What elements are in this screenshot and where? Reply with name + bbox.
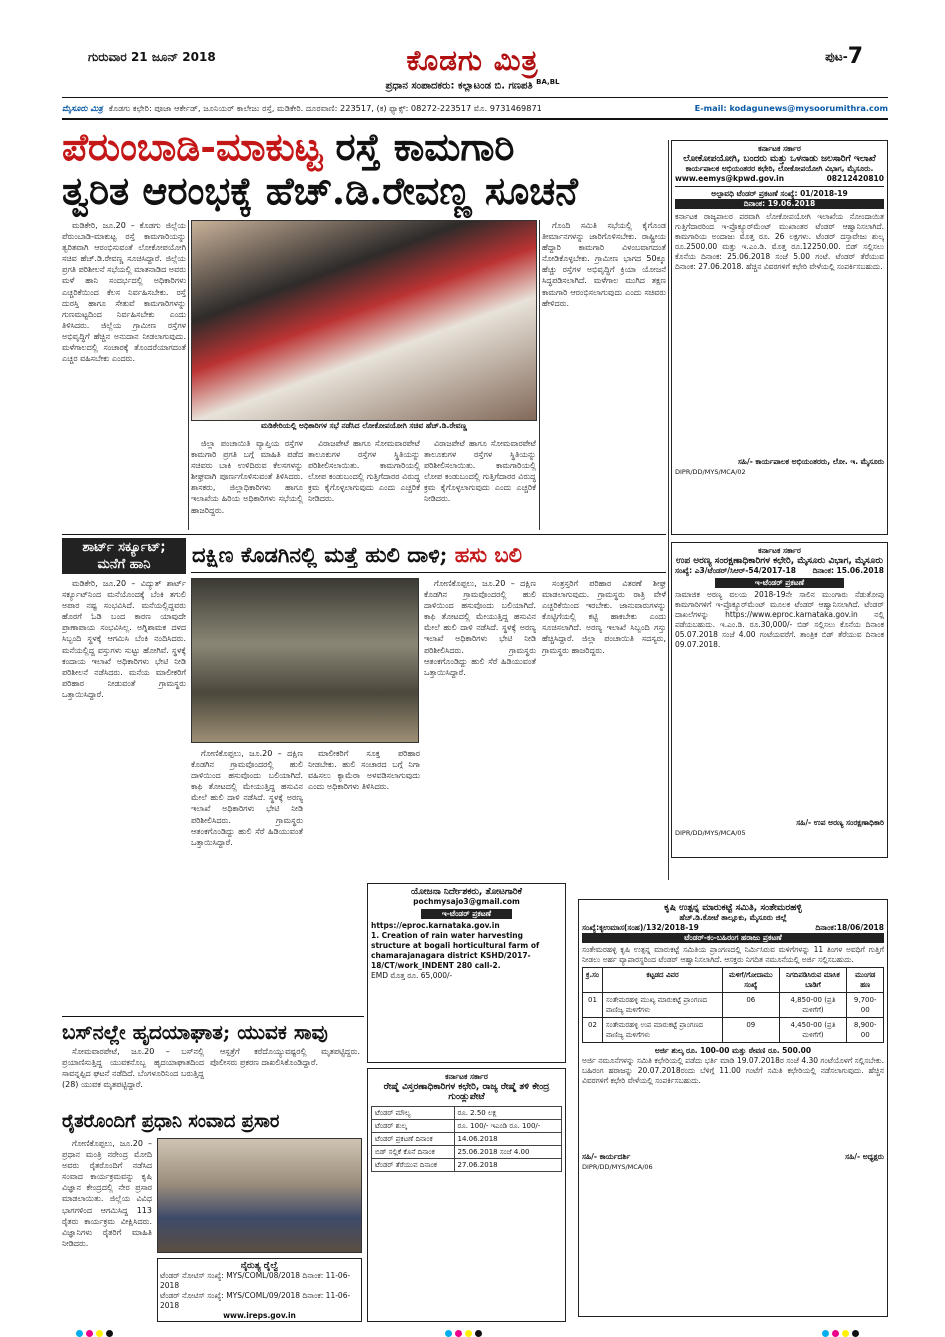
tiger-col3-text: ಸಂತ್ರಸ್ತರಿಗೆ ಪರಿಹಾರ ವಿತರಣೆ ಶೀಘ್ರ ಮಾಡಲಾಗುವುದು. ಗ್ರಾಮಸ್ಥರು ರಾತ್ರಿ ವೇಳೆ ಎಚ್ಚರಿಕೆಯಿಂದ ಇರಬೇಕು. ಜಾನುವಾರುಗಳನ್ನು ಕೊಟ್ಟಿಗೆಯಲ್ಲಿ ಕಟ್ಟಿ ಹಾಕಬೇಕು ಎಂದು ಸೂಚಿಸಲಾಗಿದೆ. ಅರಣ್ಯ ಇಲಾಖೆ ಸಿಬ್ಬಂದಿ ಗಸ್ತು ಹೆಚ್ಚಿಸಿದ್ದಾರೆ. ಜಿಲ್ಲಾ ಪಂಚಾಯಿತಿ ಸದಸ್ಯರು, ಗ್ರಾಮಸ್ಥರು ಹಾಜರಿದ್ದರು.: [542, 579, 666, 655]
meeting-photo-caption: ಮಡಿಕೇರಿಯಲ್ಲಿ ಅಧಿಕಾರಿಗಳ ಸಭೆ ನಡೆಸಿದ ಲೋಕೋಪಯೋಗಿ ಸಚಿವ ಹೆಚ್.ಡಿ.ರೇವಣ್ಣ: [191, 420, 537, 434]
ad4-cell: ಟೆಂಡರ್ ಮೌಲ್ಯ: [372, 1107, 455, 1120]
ad6-subtitle: ಹೆಚ್.ಡಿ.ಕೋಟೆ ತಾಲ್ಲೂಕು, ಮೈಸೂರು ಜಿಲ್ಲೆ: [679, 913, 787, 922]
railway-tender-ad: [157, 1258, 362, 1322]
ad6-date: ದಿನಾಂಕ:18/06/2018: [815, 923, 884, 932]
tiger-col1-text: ಗೋಣಿಕೊಪ್ಪಲು, ಜೂ.20 – ದಕ್ಷಿಣ ಕೊಡಗಿನ ಗ್ರಾಮವೊಂದರಲ್ಲಿ ಹುಲಿ ದಾಳಿಯಿಂದ ಹಸುವೊಂದು ಬಲಿಯಾಗಿದೆ. ಕಾಫಿ ತೋಟದಲ್ಲಿ ಮೇಯುತ್ತಿದ್ದ ಹಸುವಿನ ಮೇಲೆ ಹುಲಿ ದಾಳಿ ನಡೆಸಿದೆ. ಸ್ಥಳಕ್ಕೆ ಅರಣ್ಯ ಇಲಾಖೆ ಅಧಿಕಾರಿಗಳು ಭೇಟಿ ನೀಡಿ ಪರಿಶೀಲಿಸಿದರು. ಗ್ರಾಮಸ್ಥರು ಆತಂಕಗೊಂಡಿದ್ದು ಹುಲಿ ಸೆರೆ ಹಿಡಿಯುವಂತೆ ಒತ್ತಾಯಿಸಿದ್ದಾರೆ.: [424, 579, 536, 677]
ad1-phone: 08212420810: [826, 174, 884, 183]
short-circuit-story: [62, 578, 186, 1018]
ad2-subtitle: ಇ-ಟೆಂಡರ್ ಪ್ರಕಟಣೆ: [715, 578, 844, 588]
tiger-col3: [542, 578, 666, 878]
section-rule: [62, 1016, 364, 1017]
meeting-photo: [191, 220, 537, 432]
ad6-cell: ಸಂತೇಮರಹಳ್ಳಿ ಉಪ ಮಾರುಕಟ್ಟೆ ಪ್ರಾಂಗಣದ ವಾಣಿಜ್ಯ ಮಳಿಗೆಗಳು: [602, 1018, 722, 1043]
ad4-table: [371, 1106, 562, 1172]
pm-story: [62, 1138, 152, 1316]
pm-text: ಗೋಣಿಕೊಪ್ಪಲು, ಜೂ.20 – ಪ್ರಧಾನ ಮಂತ್ರಿ ನರೇಂದ್ರ ಮೋದಿ ಅವರು ರೈತರೊಂದಿಗೆ ನಡೆಸಿದ ಸಂವಾದ ಕಾರ್ಯಕ್ರಮವನ್ನು ಕೃಷಿ ವಿಜ್ಞಾನ ಕೇಂದ್ರದಲ್ಲಿ ನೇರ ಪ್ರಸಾರ ಮಾಡಲಾಯಿತು. ಜಿಲ್ಲೆಯ ವಿವಿಧ ಭಾಗಗಳಿಂದ ಆಗಮಿಸಿದ್ದ 113 ರೈತರು ಕಾರ್ಯಕ್ರಮ ವೀಕ್ಷಿಸಿದರು. ವಿಜ್ಞಾನಿಗಳು ರೈತರಿಗೆ ಮಾಹಿತಿ ನೀಡಿದರು.: [62, 1139, 152, 1248]
column-rule: [539, 220, 540, 530]
ad1-stub: DIPR/DD/MYS/MCA/02: [675, 468, 746, 476]
ad5-line1: ಟೆಂಡರ್ ನೋಟಿಸ್ ಸಂಖ್ಯೆ: MYS/COML/08/2018 ದಿನಾಂಕ: 11-06-2018: [160, 1271, 351, 1290]
ad6-cell: 4,450-00 (ಪ್ರತಿ ಮಳಿಗೆಗೆ): [779, 1018, 847, 1043]
ad2-ref-row: [675, 566, 884, 576]
ad6-row: [583, 1018, 884, 1043]
ad6-signs: [582, 1152, 884, 1162]
ad6-ref: ಸಂಖ್ಯೆ:ಕೃಉಮಾಸ(ಸಂಹ)/132/2018-19: [582, 923, 699, 932]
ad2-date: ದಿನಾಂಕ: 15.06.2018: [812, 566, 884, 575]
tiger-col2: [308, 748, 420, 878]
ad1-office: ಕಾರ್ಯಪಾಲಕ ಅಭಿಯಂತರರ ಕಛೇರಿ, ಲೋಕೋಪಯೋಗಿ ವಿಭಾಗ, ಮೈಸೂರು.: [685, 164, 874, 173]
ad6-cell: 02: [583, 1018, 603, 1043]
infobar-email: E-mail: kodagunews@mysoorumithra.com: [694, 103, 888, 113]
ad4-cell: ಬಿಡ್ ಸಲ್ಲಿಕೆ ಕೊನೆ ದಿನಾಂಕ: [372, 1146, 455, 1159]
section-rule: [62, 534, 666, 535]
short-circuit-title-2: ಮನೆಗೆ ಹಾನಿ: [97, 557, 151, 572]
ad6-header-cell: ಕಟ್ಟಡದ ವಿವರ: [602, 968, 722, 993]
ad4-cell: 14.06.2018: [454, 1133, 561, 1146]
tiger-col2-text: ಮಾಲೀಕರಿಗೆ ಸೂಕ್ತ ಪರಿಹಾರ ನೀಡಬೇಕು. ಹುಲಿ ಸಂಚಾರದ ಬಗ್ಗೆ ನಿಗಾ ವಹಿಸಲು ಕ್ಯಾಮೆರಾ ಅಳವಡಿಸಲಾಗುವುದು ಎಂದು ಅಧಿಕಾರಿಗಳು ತಿಳಿಸಿದರು.: [308, 749, 420, 792]
editor-line: [0, 78, 945, 91]
ad4-row: [372, 1133, 562, 1146]
ad3-emd: EMD ಮೊತ್ತ ರೂ. 65,000/-: [371, 971, 453, 980]
ad6-cell: 8,900-00: [847, 1018, 884, 1043]
ad5-line2: ಟೆಂಡರ್ ನೋಟಿಸ್ ಸಂಖ್ಯೆ: MYS/COML/09/2018 ದಿನಾಂಕ: 11-06-2018: [160, 1291, 351, 1310]
main-col1-text: ಮಡಿಕೇರಿ, ಜೂ.20 – ಕೊಡಗು ಜಿಲ್ಲೆಯ ಪೆರುಂಬಾಡಿ-ಮಾಕುಟ್ಟ ರಸ್ತೆ ಕಾಮಗಾರಿಯನ್ನು ತ್ವರಿತವಾಗಿ ಆರಂಭಿಸುವಂತೆ ಲೋಕೋಪಯೋಗಿ ಸಚಿವ ಹೆಚ್.ಡಿ.ರೇವಣ್ಣ ಸೂಚಿಸಿದ್ದಾರೆ. ಜಿಲ್ಲೆಯ ಪ್ರಗತಿ ಪರಿಶೀಲನೆ ಸಭೆಯಲ್ಲಿ ಮಾತನಾಡಿದ ಅವರು ಮಳೆ ಹಾನಿ ಸಂದರ್ಭದಲ್ಲಿ ಅಧಿಕಾರಿಗಳು ಎಚ್ಚರಿಕೆಯಿಂದ ಕೆಲಸ ನಿರ್ವಹಿಸಬೇಕು. ರಸ್ತೆ ದುರಸ್ತಿ ಹಾಗೂ ಸೇತುವೆ ಕಾಮಗಾರಿಗಳನ್ನು ಗುಣಮಟ್ಟದಿಂದ ನಿರ್ವಹಿಸಬೇಕು ಎಂದು ತಿಳಿಸಿದರು. ಜಿಲ್ಲೆಯ ಗ್ರಾಮೀಣ ರಸ್ತೆಗಳ ಅಭಿವೃದ್ಧಿಗೆ ಹೆಚ್ಚಿನ ಅನುದಾನ ನೀಡಲಾಗುವುದು. ಮಳೆಗಾಲದಲ್ಲಿ ಸಂಚಾರಕ್ಕೆ ತೊಂದರೆಯಾಗದಂತೆ ಎಚ್ಚರ ವಹಿಸಬೇಕು ಎಂದರು.: [62, 221, 186, 364]
main-headline-rest: ರಸ್ತೆ ಕಾಮಗಾರಿ: [335, 124, 515, 169]
main-headline-red: ಪೆರುಂಬಾಡಿ-ಮಾಕುಟ್ಟ: [62, 124, 323, 169]
ad6-intro: ಸಂತೇಮರಹಳ್ಳಿ ಕೃಷಿ ಉತ್ಪನ್ನ ಮಾರುಕಟ್ಟೆ ಸಮಿತಿಯ ಪ್ರಾಂಗಣದಲ್ಲಿ ನಿರ್ಮಿಸಿರುವ ಮಳಿಗೆಗಳನ್ನು 11 ತಿಂಗಳ ಅವಧಿಗೆ ಗುತ್ತಿಗೆ ನೀಡಲು ಅರ್ಹ ವ್ಯಾಪಾರಸ್ಥರಿಂದ ಟೆಂಡರ್ ಆಹ್ವಾನಿಸಲಾಗಿದೆ. ಆಸಕ್ತರು ನಿಗದಿತ ನಮೂನೆಯಲ್ಲಿ ಅರ್ಜಿ ಸಲ್ಲಿಸಬಹುದು.: [582, 945, 884, 964]
ad6-title: ಕೃಷಿ ಉತ್ಪನ್ನ ಮಾರುಕಟ್ಟೆ ಸಮಿತಿ, ಸಂತೇಮರಹಳ್ಳಿ: [664, 903, 802, 913]
page-prefix: ಪುಟ-: [825, 49, 848, 64]
ad4-cell: ರೂ. 2.50 ಲಕ್ಷ: [454, 1107, 561, 1120]
ad4-cell: 27.06.2018: [454, 1159, 561, 1172]
ad2-title: ಕರ್ನಾಟಕ ಸರ್ಕಾರ: [758, 546, 801, 555]
editor-name: ಪ್ರಧಾನ ಸಂಪಾದಕರು: ಕಲ್ಲಾಟಂಡ ಬಿ. ಗಣಪತಿ: [385, 80, 533, 92]
registration-dots-center: [445, 1322, 485, 1337]
main-headline-line2: ತ್ವರಿತ ಆರಂಭಕ್ಕೆ ಹೆಚ್.ಡಿ.ರೇವಣ್ಣ ಸೂಚನೆ: [62, 168, 578, 213]
ad3-website: https://eproc.karnataka.gov.in: [371, 921, 500, 930]
masthead: ಕೊಡಗು ಮಿತ್ರ: [406, 44, 539, 77]
ad2-ref: ಸಂಖ್ಯೆ: ಎ3/ಟೆಂಡರ್/ಸಿಆರ್-54/2017-18: [675, 566, 796, 575]
forest-tender-ad: [671, 542, 888, 858]
ad4-row: [372, 1159, 562, 1172]
ad4-cell: ರೂ. 100/- ಇಎಂಡಿ ರೂ. 100/-: [454, 1120, 561, 1133]
ad1-website: www.eemys@kpwd.gov.in: [675, 174, 785, 183]
ad4-cell: ಟೆಂಡರ್ ತೆರೆಯುವ ದಿನಾಂಕ: [372, 1159, 455, 1172]
main-story-col4: [542, 220, 666, 530]
ad6-notice: ಟೆಂಡರ್-ಕಂ-ಬಹಿರಂಗ ಹರಾಜು ಪ್ರಕಟಣೆ: [582, 933, 884, 943]
registration-dots-left: [76, 1322, 116, 1337]
ad6-header-cell: ಮಳಿಗೆ/ಗೋದಾಮು ಸಂಖ್ಯೆ: [723, 968, 779, 993]
tiger-col1b: [191, 748, 303, 878]
ad4-title: ಕರ್ನಾಟಕ ಸರ್ಕಾರ: [445, 1072, 488, 1081]
main-col2-text: ಜಿಲ್ಲಾ ಪಂಚಾಯಿತಿ ವ್ಯಾಪ್ತಿಯ ರಸ್ತೆಗಳ ಕಾಮಗಾರಿ ಪ್ರಗತಿ ಬಗ್ಗೆ ಮಾಹಿತಿ ಪಡೆದ ಸಚಿವರು ಬಾಕಿ ಉಳಿದಿರುವ ಕೆಲಸಗಳನ್ನು ಶೀಘ್ರವಾಗಿ ಪೂರ್ಣಗೊಳಿಸುವಂತೆ ತಿಳಿಸಿದರು. ಶಾಸಕರು, ಜಿಲ್ಲಾಧಿಕಾರಿಗಳು ಹಾಗೂ ಇಲಾಖೆಯ ಹಿರಿಯ ಅಧಿಕಾರಿಗಳು ಸಭೆಯಲ್ಲಿ ಹಾಜರಿದ್ದರು.: [191, 439, 303, 515]
tiger-headline-red: ಹಸು ಬಲಿ: [454, 542, 523, 567]
ad3-body: 1. Creation of rain water harvesting structure at bogali horticultural farm of chamarajanagara district KSHD/2017-18/CT/work_INDENT 280 call-2.: [371, 931, 540, 970]
page-number-value: 7: [847, 44, 863, 69]
main-col4-text: ಗೊಂದಿ ಸಮಿತಿ ಸಭೆಯಲ್ಲಿ ಕೈಗೊಂಡ ತೀರ್ಮಾನಗಳನ್ನು ಜಾರಿಗೊಳಿಸಬೇಕು. ರಾಷ್ಟ್ರೀಯ ಹೆದ್ದಾರಿ ಕಾಮಗಾರಿ ವಿಳಂಬವಾಗದಂತೆ ನೋಡಿಕೊಳ್ಳಬೇಕು. ಗ್ರಾಮೀಣ ಭಾಗದ 50ಕ್ಕೂ ಹೆಚ್ಚು ರಸ್ತೆಗಳ ಅಭಿವೃದ್ಧಿಗೆ ಕ್ರಿಯಾ ಯೋಜನೆ ಸಿದ್ಧಪಡಿಸಲಾಗಿದೆ. ಮಳೆಗಾಲ ಮುಗಿದ ತಕ್ಷಣ ಕಾಮಗಾರಿ ಆರಂಭಿಸಲಾಗುವುದು ಎಂದು ಸಚಿವರು ಹೇಳಿದರು.: [542, 221, 666, 308]
tiger-headline: [192, 542, 522, 568]
ad2-body: ಸಾಮಾಜಿಕ ಅರಣ್ಯ ವಲಯ 2018-19ನೇ ಸಾಲಿನ ಮುಂಗಾರು ನೆಡುತೋಪು ಕಾಮಗಾರಿಗಳಿಗೆ ಇ-ಪ್ರೊಕ್ಯೂರ್‌ಮೆಂಟ್ ಮೂಲಕ ಟೆಂಡರ್ ಆಹ್ವಾನಿಸಲಾಗಿದೆ. ಟೆಂಡರ್ ದಾಖಲೆಗಳನ್ನು https://www.eproc.karnataka.gov.in ನಲ್ಲಿ ಪಡೆಯಬಹುದು. ಇ.ಎಂ.ಡಿ. ರೂ.30,000/- ಬಿಡ್ ಸಲ್ಲಿಸಲು ಕೊನೆಯ ದಿನಾಂಕ 05.07.2018 ಸಂಜೆ 4.00 ಗಂಟೆಯವರೆಗೆ. ತಾಂತ್ರಿಕ ಬಿಡ್ ತೆರೆಯುವ ದಿನಾಂಕ 09.07.2018.: [675, 590, 884, 649]
ad6-table: [582, 967, 884, 1043]
header-rule-2: [62, 118, 888, 120]
ad6-sign-left: ಸಹಿ/- ಕಾರ್ಯದರ್ಶಿ: [582, 1152, 631, 1161]
ad6-header-cell: ಕ್ರ.ಸಂ: [583, 968, 603, 993]
ad6-row: [583, 993, 884, 1018]
registration-dots-right: [822, 1322, 862, 1337]
ad4-row: [372, 1107, 562, 1120]
ad5-title: ನೈರುತ್ಯ ರೈಲ್ವೆ: [240, 1261, 279, 1271]
ad6-cell: ಸಂತೇಮರಹಳ್ಳಿ ಮುಖ್ಯ ಮಾರುಕಟ್ಟೆ ಪ್ರಾಂಗಣದ ವಾಣಿಜ್ಯ ಮಳಿಗೆಗಳು: [602, 993, 722, 1018]
main-col3b-text: ವಿರಾಜಪೇಟೆ ಹಾಗೂ ಸೋಮವಾರಪೇಟೆ ತಾಲೂಕುಗಳ ರಸ್ತೆಗಳ ಸ್ಥಿತಿಯನ್ನು ಪರಿಶೀಲಿಸಲಾಯಿತು. ಕಾಮಗಾರಿಯಲ್ಲಿ ಲೋಪ ಕಂಡುಬಂದಲ್ಲಿ ಗುತ್ತಿಗೆದಾರರ ವಿರುದ್ಧ ಕ್ರಮ ಕೈಗೊಳ್ಳಲಾಗುವುದು ಎಂದು ಎಚ್ಚರಿಕೆ ನೀಡಿದರು.: [424, 439, 536, 504]
tiger-col1: [424, 578, 536, 878]
apmc-tender-ad: [578, 899, 888, 1317]
ad1-sign: ಸಹಿ/- ಕಾರ್ಯಪಾಲಕ ಅಭಿಯಂತರರು, ಲೋ. ಇ. ಮೈಸೂರು: [737, 457, 884, 466]
ad4-cell: ಟೆಂಡರ್ ಪ್ರಕಟಣೆ ದಿನಾಂಕ: [372, 1133, 455, 1146]
pwd-tender-ad: [671, 140, 888, 535]
ad6-header-cell: ಮುಂಗಡ ಹಣ: [847, 968, 884, 993]
ad1-dept: ಲೋಕೋಪಯೋಗಿ, ಬಂದರು ಮತ್ತು ಒಳನಾಡು ಜಲಸಾರಿಗೆ ಇಲಾಖೆ: [683, 154, 876, 164]
main-story-col3b: [424, 438, 536, 530]
ad5-website: www.ireps.gov.in: [223, 1311, 296, 1320]
header-rule: [62, 97, 888, 98]
short-circuit-text: ಮಡಿಕೇರಿ, ಜೂ.20 – ವಿದ್ಯುತ್ ಶಾರ್ಟ್ ಸರ್ಕ್ಯೂಟ್‌ನಿಂದ ಮನೆಯೊಂದಕ್ಕೆ ಬೆಂಕಿ ತಗುಲಿ ಅಪಾರ ನಷ್ಟ ಸಂಭವಿಸಿದೆ. ಮನೆಯಲ್ಲಿದ್ದವರು ಹೊರಗೆ ಓಡಿ ಬಂದ ಕಾರಣ ಯಾವುದೇ ಪ್ರಾಣಾಪಾಯ ಸಂಭವಿಸಿಲ್ಲ. ಅಗ್ನಿಶಾಮಕ ದಳದ ಸಿಬ್ಬಂದಿ ಸ್ಥಳಕ್ಕೆ ಆಗಮಿಸಿ ಬೆಂಕಿ ನಂದಿಸಿದರು. ಮನೆಯಲ್ಲಿದ್ದ ವಸ್ತುಗಳು ಸುಟ್ಟು ಹೋಗಿವೆ. ಸ್ಥಳಕ್ಕೆ ಕಂದಾಯ ಇಲಾಖೆ ಅಧಿಕಾರಿಗಳು ಭೇಟಿ ನೀಡಿ ಪರಿಶೀಲನೆ ನಡೆಸಿದರು. ಮನೆಯ ಮಾಲೀಕರಿಗೆ ಪರಿಹಾರ ನೀಡುವಂತೆ ಗ್ರಾಮಸ್ಥರು ಒತ್ತಾಯಿಸಿದ್ದಾರೆ.: [62, 579, 186, 699]
ad4-row: [372, 1120, 562, 1133]
column-rule: [188, 220, 189, 530]
main-col3-text: ವಿರಾಜಪೇಟೆ ಹಾಗೂ ಸೋಮವಾರಪೇಟೆ ತಾಲೂಕುಗಳ ರಸ್ತೆಗಳ ಸ್ಥಿತಿಯನ್ನು ಪರಿಶೀಲಿಸಲಾಯಿತು. ಕಾಮಗಾರಿಯಲ್ಲಿ ಲೋಪ ಕಂಡುಬಂದಲ್ಲಿ ಗುತ್ತಿಗೆದಾರರ ವಿರುದ್ಧ ಕ್ರಮ ಕೈಗೊಳ್ಳಲಾಗುವುದು ಎಂದು ಎಚ್ಚರಿಕೆ ನೀಡಿದರು.: [308, 439, 420, 504]
bus-col1: [62, 1046, 204, 1108]
ad6-cell: 9,700-00: [847, 993, 884, 1018]
tiger-col1b-text: ಗೋಣಿಕೊಪ್ಪಲು, ಜೂ.20 – ದಕ್ಷಿಣ ಕೊಡಗಿನ ಗ್ರಾಮವೊಂದರಲ್ಲಿ ಹುಲಿ ದಾಳಿಯಿಂದ ಹಸುವೊಂದು ಬಲಿಯಾಗಿದೆ. ಕಾಫಿ ತೋಟದಲ್ಲಿ ಮೇಯುತ್ತಿದ್ದ ಹಸುವಿನ ಮೇಲೆ ಹುಲಿ ದಾಳಿ ನಡೆಸಿದೆ. ಸ್ಥಳಕ್ಕೆ ಅರಣ್ಯ ಇಲಾಖೆ ಅಧಿಕಾರಿಗಳು ಭೇಟಿ ನೀಡಿ ಪರಿಶೀಲಿಸಿದರು. ಗ್ರಾಮಸ್ಥರು ಆತಂಕಗೊಂಡಿದ್ದು ಹುಲಿ ಸೆರೆ ಹಿಡಿಯುವಂತೆ ಒತ್ತಾಯಿಸಿದ್ದಾರೆ.: [191, 749, 303, 847]
sericulture-tender-ad: [367, 1068, 566, 1322]
ad3-subtitle: ಇ-ಟೆಂಡರ್ ಪ್ರಕಟಣೆ: [421, 909, 512, 919]
info-bar: [62, 99, 888, 117]
ad6-cell: 4,850-00 (ಪ್ರತಿ ಮಳಿಗೆಗೆ): [779, 993, 847, 1018]
ad4-cell: 25.06.2018 ಸಂಜೆ 4.00: [454, 1146, 561, 1159]
ad1-date: ದಿನಾಂಕ: 19.06.2018: [675, 199, 884, 209]
ad2-dept: ಉಪ ಅರಣ್ಯ ಸಂರಕ್ಷಣಾಧಿಕಾರಿಗಳ ಕಛೇರಿ, ಮೈಸೂರು ವಿಭಾಗ, ಮೈಸೂರು: [675, 556, 883, 566]
bus-headline: ಬಸ್‌ನಲ್ಲೇ ಹೃದಯಾಘಾತ; ಯುವಕ ಸಾವು: [62, 1020, 328, 1044]
ad1-title: ಕರ್ನಾಟಕ ಸರ್ಕಾರ: [758, 144, 801, 153]
ad1-contact: [675, 174, 884, 184]
tiger-rule: [191, 572, 666, 573]
ad4-dept: ರೇಷ್ಮೆ ವಿಸ್ತರಣಾಧಿಕಾರಿಗಳ ಕಛೇರಿ, ರಾಜ್ಯ ರೇಷ್ಮೆ ತಳಿ ಕೇಂದ್ರ ಗುಂಡ್ಲುಪೇಟೆ: [383, 1082, 550, 1102]
ad6-ref-row: [582, 923, 884, 933]
ad6-fee: ಅರ್ಜಿ ಶುಲ್ಕ ರೂ. 100-00 ಮತ್ತು ಠೇವಣಿ ರೂ. 500.00: [654, 1046, 812, 1055]
main-story-col1: [62, 220, 186, 530]
ad6-stub: DIPR/DD/MYS/MCA/06: [582, 1163, 653, 1171]
main-story-col2: [191, 438, 303, 530]
ad3-email: pochmysajo3@gmail.com: [413, 897, 520, 906]
ad1-body: ಕರ್ನಾಟಕ ರಾಜ್ಯಪಾಲರ ಪರವಾಗಿ ಲೋಕೋಪಯೋಗಿ ಇಲಾಖೆಯ ನೋಂದಾಯಿತ ಗುತ್ತಿಗೆದಾರರಿಂದ ಇ-ಪ್ರೊಕ್ಯೂರ್‌ಮೆಂಟ್ ಮುಖಾಂತರ ಟೆಂಡರ್ ಆಹ್ವಾನಿಸಲಾಗಿದೆ. ಕಾಮಗಾರಿಯ ಅಂದಾಜು ಮೊತ್ತ ರೂ. 26 ಲಕ್ಷಗಳು. ಟೆಂಡರ್ ದಸ್ತಾವೇಜು ಶುಲ್ಕ ರೂ.2500.00 ಮತ್ತು ಇ.ಎಂ.ಡಿ. ಮೊತ್ತ ರೂ.12250.00. ಬಿಡ್ ಸಲ್ಲಿಸಲು ಕೊನೆಯ ದಿನಾಂಕ: 25.06.2018 ಸಂಜೆ 5.00 ಗಂಟೆ. ಟೆಂಡರ್ ತೆರೆಯುವ ದಿನಾಂಕ: 27.06.2018. ಹೆಚ್ಚಿನ ವಿವರಗಳಿಗೆ ಕಛೇರಿ ವೇಳೆಯಲ್ಲಿ ಸಂಪರ್ಕಿಸಬಹುದು.: [675, 212, 884, 271]
main-headline-line1: [62, 124, 514, 170]
ad4-cell: ಟೆಂಡರ್ ಶುಲ್ಕ: [372, 1120, 455, 1133]
ad6-cell: 01: [583, 993, 603, 1018]
column-rule: [668, 140, 669, 880]
ad6-cell: 06: [723, 993, 779, 1018]
infobar-address: ಕೊಡಗು ಕಛೇರಿ: ಪೂಜಾ ಆರ್ಕೇಡ್, ಜೂನಿಯರ್ ಕಾಲೇಜು ರಸ್ತೆ, ಮಡಿಕೇರಿ. ದೂರವಾಣಿ: 223517, (ಕ) ಫ್ಯಾಕ್ಸ್: 08272-223517 ಮೊ. 9731469871: [108, 102, 542, 113]
editor-degree: BA,BL: [536, 78, 560, 86]
bus-col2: [210, 1046, 360, 1108]
short-circuit-title-1: ಶಾರ್ಟ್ ಸರ್ಕ್ಯೂಟ್;: [82, 540, 166, 555]
horticulture-tender-ad: [367, 883, 566, 1063]
ad6-cell: 09: [723, 1018, 779, 1043]
bus-col1-text: ಸೋಮವಾರಪೇಟೆ, ಜೂ.20 – ಬಸ್‌ನಲ್ಲಿ ಪ್ರಯಾಣಿಸುತ್ತಿದ್ದ ಯುವಕನೊಬ್ಬ ಹೃದಯಾಘಾತದಿಂದ ಸಾವನ್ನಪ್ಪಿದ ಘಟನೆ ನಡೆದಿದೆ. ಬೆಂಗಳೂರಿನಿಂದ ಬರುತ್ತಿದ್ದ (28) ಯುವಕ ಮೃತಪಟ್ಟಿದ್ದಾರೆ.: [62, 1047, 204, 1090]
ad1-notice-no: ಅಲ್ಪಾವಧಿ ಟೆಂಡರ್ ಪ್ರಕಟಣೆ ಸಂಖ್ಯೆ: 01/2018-19: [711, 189, 848, 198]
ad6-sign-right: ಸಹಿ/- ಅಧ್ಯಕ್ಷರು: [845, 1152, 884, 1161]
main-story-col3: [308, 438, 420, 530]
tiger-attack-photo: [191, 578, 419, 743]
ad3-title: ಯೋಜನಾ ನಿರ್ದೇಶಕರು, ತೋಟಗಾರಿಕೆ: [410, 887, 523, 897]
ad6-body: ಅರ್ಜಿ ನಮೂನೆಗಳನ್ನು ಸಮಿತಿ ಕಛೇರಿಯಲ್ಲಿ ಪಡೆದು ಭರ್ತಿ ಮಾಡಿ 19.07.2018ರ ಸಂಜೆ 4.30 ಗಂಟೆಯೊಳಗೆ ಸಲ್ಲಿಸಬೇಕು. ಬಹಿರಂಗ ಹರಾಜನ್ನು 20.07.2018ರಂದು ಬೆಳಿಗ್ಗೆ 11.00 ಗಂಟೆಗೆ ಸಮಿತಿ ಕಛೇರಿಯಲ್ಲಿ ನಡೆಸಲಾಗುವುದು. ಹೆಚ್ಚಿನ ವಿವರಗಳಿಗೆ ಕಛೇರಿ ವೇಳೆಯಲ್ಲಿ ಸಂಪರ್ಕಿಸಬಹುದು.: [582, 1056, 884, 1085]
pm-headline: ರೈತರೊಂದಿಗೆ ಪ್ರಧಾನಿ ಸಂವಾದ ಪ್ರಸಾರ: [62, 1111, 280, 1132]
ad2-stub: DIPR/DD/MYS/MCA/05: [675, 829, 746, 837]
page-number: [825, 44, 863, 69]
bus-col2-text: ಆಸ್ಪತ್ರೆಗೆ ಕರೆದೊಯ್ಯುವಷ್ಟರಲ್ಲಿ ಮೃತಪಟ್ಟಿದ್ದರು. ಪೊಲೀಸರು ಪ್ರಕರಣ ದಾಖಲಿಸಿಕೊಂಡಿದ್ದಾರೆ.: [210, 1047, 360, 1068]
infobar-brand: ಮೈಸೂರು ಮಿತ್ರ: [62, 102, 103, 113]
tiger-headline-black: ದಕ್ಷಿಣ ಕೊಡಗಿನಲ್ಲಿ ಮತ್ತೆ ಹುಲಿ ದಾಳಿ;: [192, 542, 448, 567]
short-circuit-title: [62, 538, 186, 574]
ad4-row: [372, 1146, 562, 1159]
ad2-sign: ಸಹಿ/- ಉಪ ಅರಣ್ಯ ಸಂರಕ್ಷಣಾಧಿಕಾರಿ: [796, 818, 884, 827]
ad6-header-cell: ನಿಗದಿಪಡಿಸಿರುವ ಮಾಸಿಕ ಬಾಡಿಗೆ: [779, 968, 847, 993]
farmers-photo: [157, 1138, 362, 1253]
issue-date: ಗುರುವಾರ 21 ಜೂನ್ 2018: [88, 50, 216, 64]
